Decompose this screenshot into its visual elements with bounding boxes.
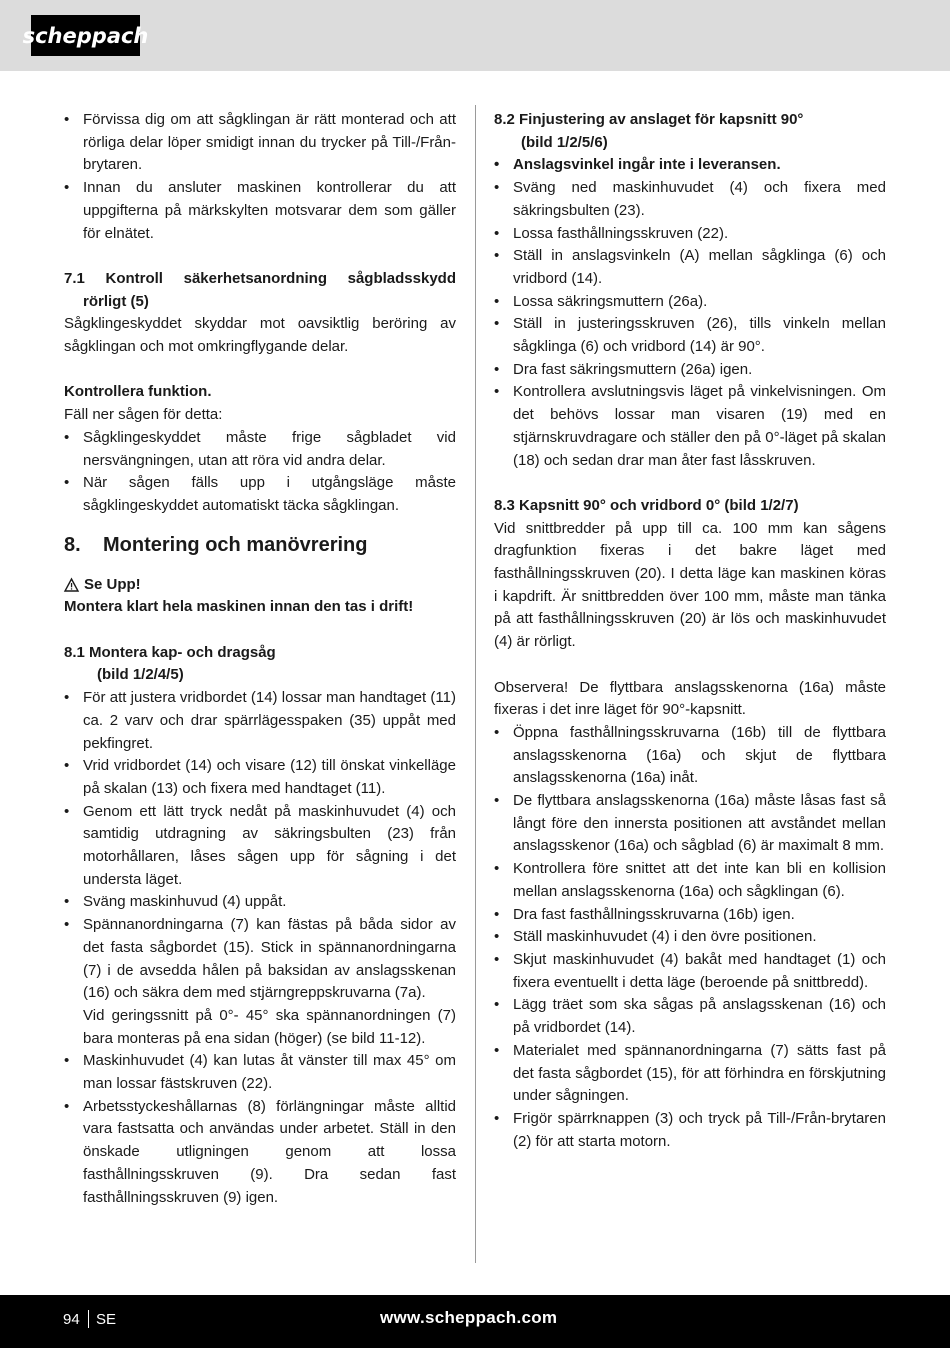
section-8-3-heading: 8.3 Kapsnitt 90° och vridbord 0° (bild 1/2/7)	[494, 496, 799, 514]
section-8-3-body: Vid snittbredder på upp till ca. 100 mm kan sågens dragfunktion fixeras i det bakre läget med fasthållningsskruven (20). I detta läge kan maskinen köras i kapdrift. Är snittbredden över 100 mm, måste man tänka på att fasthållningsskruven (20) är lös och maskinhuvudet (4) är rörligt.	[494, 519, 886, 651]
list-item: • Lossa säkringsmuttern (26a).	[494, 291, 886, 314]
logo-text: scheppach	[22, 23, 149, 48]
column-divider	[475, 105, 476, 1263]
logo-wordmark	[22, 22, 149, 50]
section-8-3-bullet-list	[494, 722, 886, 1153]
warning-line	[64, 574, 456, 597]
section-8-2-bullet-list	[494, 154, 886, 472]
footer-band	[0, 1295, 950, 1348]
list-item: • Sågklingeskyddet måste frige sågbladet vid nersvängningen, utan att röra vid andra delar.	[64, 427, 456, 472]
section-7-1-body: Sågklingeskyddet skyddar mot oavsiktlig beröring av sågklingan och mot omkringflygande delar.	[64, 315, 456, 356]
list-item: • Arbetsstyckeshållarnas (8) förlängningar måste alltid vara fastsatta och användas under arbetet. Ställ in den önskade utligningen genom att lossa fasthållningsskruven (9). Dra sedan fast fasthållningsskruven (9) igen.	[64, 1096, 456, 1210]
list-item: • Sväng maskinhuvud (4) uppåt.	[64, 891, 456, 914]
intro-bullet-list	[64, 109, 456, 245]
section-8-2-heading-line2: (bild 1/2/5/6)	[521, 133, 608, 151]
section-7-1-heading: 7.1 Kontroll säkerhetsanordning sågbladsskydd	[64, 269, 456, 287]
website-url[interactable]: www.scheppach.com	[380, 1308, 558, 1327]
check-function-intro: Fäll ner sågen för detta:	[64, 406, 223, 424]
list-item: • Sväng ned maskinhuvudet (4) och fixera med säkringsbulten (23).	[494, 177, 886, 222]
list-item: • För att justera vridbordet (14) lossar man handtaget (11) ca. 2 varv och drar spärrlägesspaken (35) uppåt med pekfingret.	[64, 687, 456, 755]
warning-label: Se Upp!	[84, 575, 141, 593]
list-item: • Lägg träet som ska sågas på anslagsskenan (16) och på vridbordet (14).	[494, 994, 886, 1039]
section-8-2-heading: 8.2 Finjustering av anslaget för kapsnitt 90°	[494, 111, 804, 128]
section-8-3-note: Observera! De flyttbara anslagsskenorna (16a) måste fixeras i det inre läget för 90°-kapsnitt.	[494, 678, 886, 719]
page-number: 94	[63, 1311, 80, 1328]
footer-separator	[88, 1310, 89, 1328]
list-item: • Kontrollera avslutningsvis läget på vinkelvisningen. Om det behövs lossar man visaren (19) med en stjärnskruvdragare och ställer den på 0°-läget på skalan (18) och sedan drar man åter fast låsskruven.	[494, 381, 886, 472]
list-item: • Ställ maskinhuvudet (4) i den övre positionen.	[494, 926, 886, 949]
warning-triangle-icon	[64, 578, 79, 592]
list-item: • Genom ett lätt tryck nedåt på maskinhuvudet (4) och samtidig utdragning av säkringsbulten (23) från motorhållaren, låses sågen upp för sågning i det understa läget.	[64, 801, 456, 892]
section-8-title: Montering och manövrering	[103, 533, 368, 556]
list-item: • Skjut maskinhuvudet (4) bakåt med handtaget (1) och fixera eventuellt i detta läge (beroende på snittbredd).	[494, 949, 886, 994]
list-item: • Dra fast säkringsmuttern (26a) igen.	[494, 359, 886, 382]
language-code: SE	[96, 1311, 117, 1328]
section-8-number: 8.	[64, 533, 81, 556]
list-item: • Vrid vridbordet (14) och visare (12) till önskat vinkelläge på skalan (13) och fixera med handtaget (11).	[64, 755, 456, 800]
list-item: • Anslagsvinkel ingår inte i leveransen.	[494, 154, 886, 177]
right-column	[494, 109, 886, 1153]
list-item: • Frigör spärrknappen (3) och tryck på Till-/Från-brytaren (2) för att starta motorn.	[494, 1108, 886, 1153]
list-item: • Dra fast fasthållningsskruvarna (16b) igen.	[494, 904, 886, 927]
section-8-1-heading: 8.1 Montera kap- och dragsåg	[64, 643, 276, 661]
list-item: • Kontrollera före snittet att det inte kan bli en kollision mellan anslagsskenorna (16a) och sågklingan (6).	[494, 858, 886, 903]
section-8-1-bullet-list	[64, 687, 456, 1005]
list-item: • Maskinhuvudet (4) kan lutas åt vänster till max 45° om man lossar fästskruven (22).	[64, 1050, 456, 1095]
warning-text: Montera klart hela maskinen innan den tas i drift!	[64, 598, 414, 616]
list-item: • De flyttbara anslagsskenorna (16a) måste låsas fast så långt före den innersta positionen att avståndet mellan anslagsskenor (16a) och sågblad (6) är maximalt 8 mm.	[494, 790, 886, 858]
list-item: • Innan du ansluter maskinen kontrollerar du att uppgifterna på märkskylten motsvarar dem som gäller för elnätet.	[64, 177, 456, 245]
list-item: • Ställ in justeringsskruven (26), tills vinkeln mellan sågklinga (6) och vridbord (14) är 90°.	[494, 313, 886, 358]
scheppach-logo	[22, 15, 149, 56]
section-8-1-bullet-list-2	[64, 1050, 456, 1209]
list-item: • Förvissa dig om att sågklingan är rätt monterad och att rörliga delar löper smidigt innan du trycker på Till-/Från-brytaren.	[64, 109, 456, 177]
list-item: • När sågen fälls upp i utgångsläge måste sågklingeskyddet automatiskt täcka sågklingan.	[64, 472, 456, 517]
section-8-1-heading-line2: (bild 1/2/4/5)	[97, 666, 184, 684]
section-8-heading	[64, 530, 456, 560]
check-function-title: Kontrollera funktion.	[64, 383, 212, 401]
list-item: • Lossa fasthållningsskruven (22).	[494, 223, 886, 246]
list-item: • Spännanordningarna (7) kan fästas på båda sidor av det fasta sågbordet (15). Stick in spännanordningarna (7) i de avsedda hålen på baksidan av anslagsskenan (16) och säkra dem med stjärngreppskruvarna (7a).	[64, 914, 456, 1005]
left-column	[64, 109, 456, 1209]
list-item: • Öppna fasthållningsskruvarna (16b) till de flyttbara anslagsskenorna (16a) och skjut de flyttbara anslagsskenorna (16a) inåt.	[494, 722, 886, 790]
header-band	[0, 0, 950, 71]
check-bullet-list	[64, 427, 456, 518]
list-continuation: Vid geringssnitt på 0°- 45° ska spännanordningen (7) bara monteras på ena sidan (höger) (se bild 11-12).	[83, 1006, 456, 1047]
list-item: • Ställ in anslagsvinkeln (A) mellan sågklinga (6) och vridbord (14).	[494, 245, 886, 290]
section-7-1-heading-line2: rörligt (5)	[83, 292, 149, 310]
list-item: • Materialet med spännanordningarna (7) sätts fast på det fasta sågbordet (15), för att förhindra en förskjutning under sågningen.	[494, 1040, 886, 1108]
